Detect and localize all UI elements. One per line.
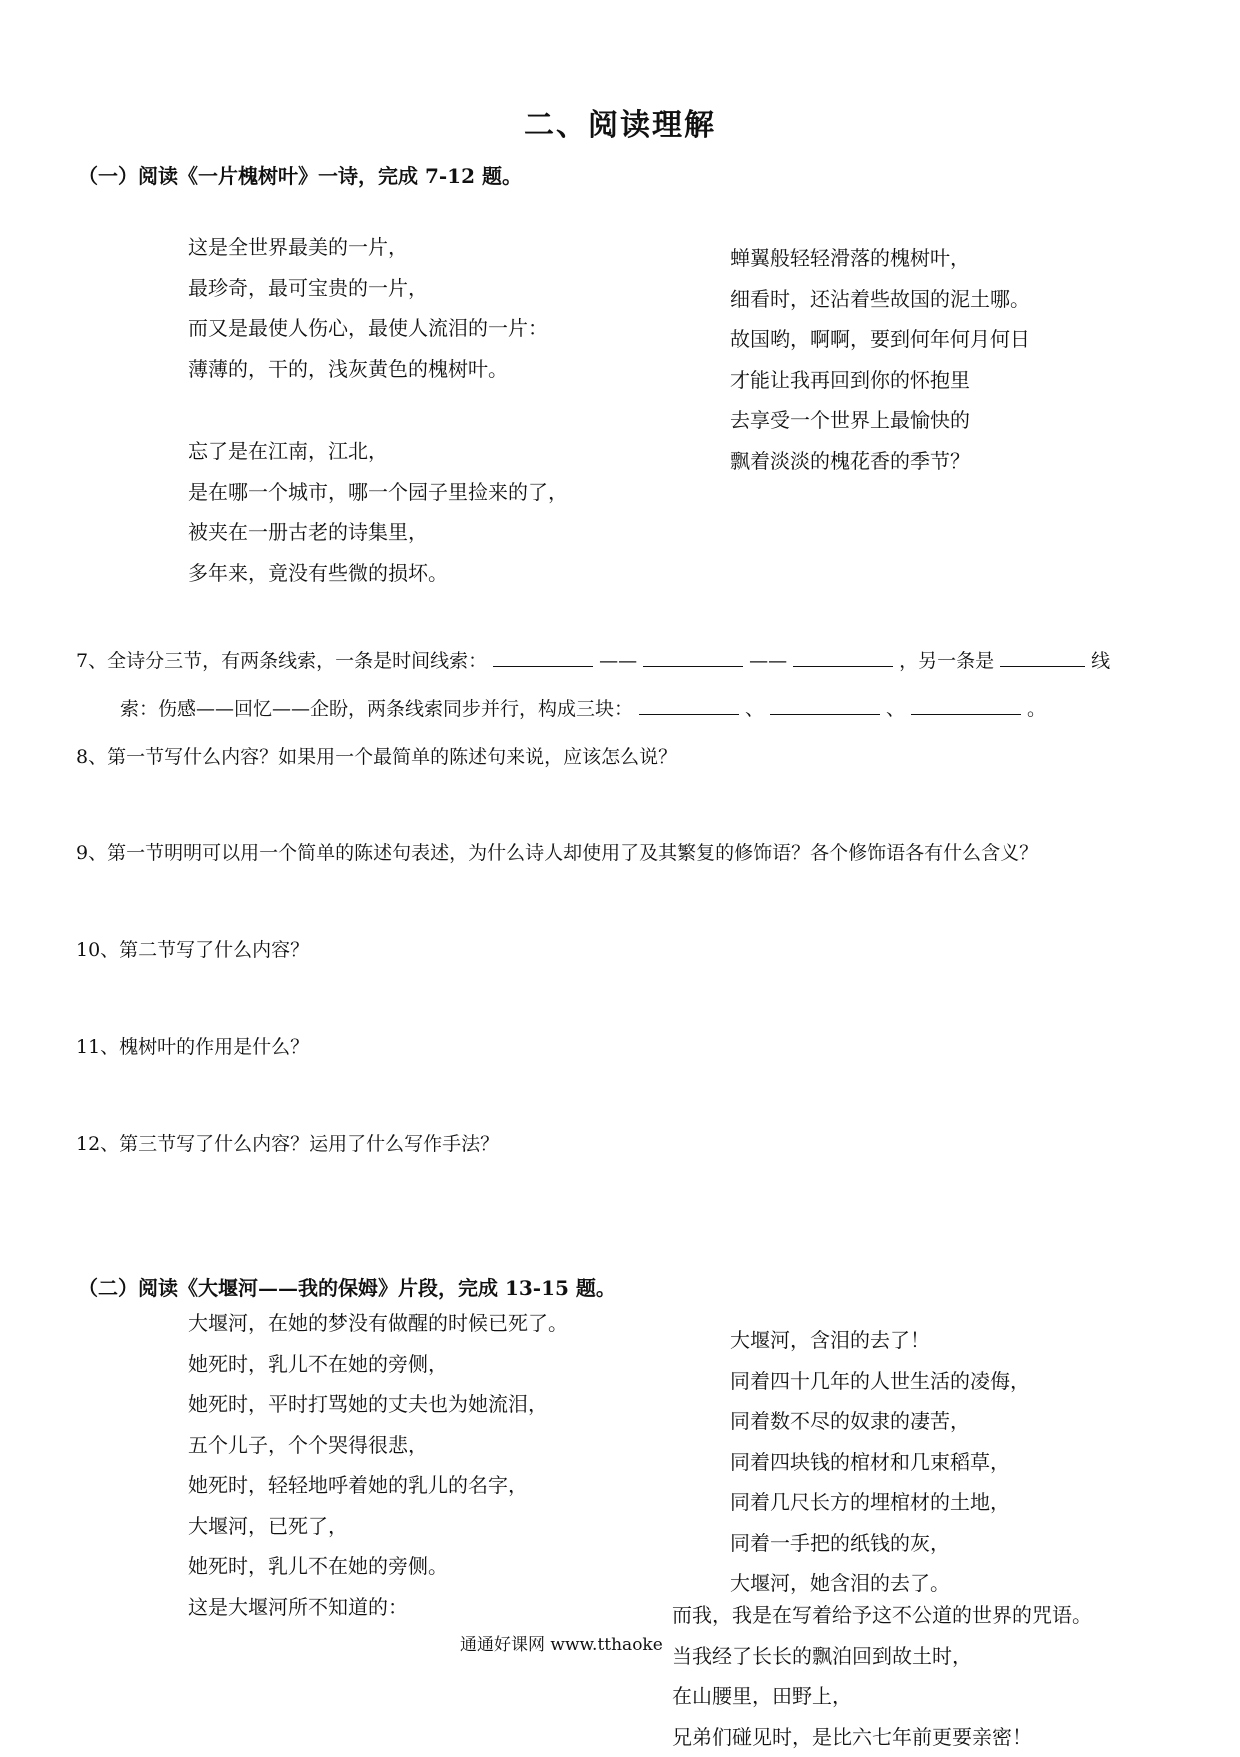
question-8: 8、第一节写什么内容？如果用一个最简单的陈述句来说，应该怎么说？ [76,742,677,769]
question-7-line-1: 7、全诗分三节，有两条线索，一条是时间线索： —— —— ，另一条是 线 [76,646,1110,673]
question-12: 12、第三节写了什么内容？运用了什么写作手法？ [76,1129,499,1156]
poem-line: 同着几尺长方的埋棺材的土地， [730,1482,1030,1523]
page-title: 二、阅读理解 [0,100,1240,144]
question-11: 11、槐树叶的作用是什么？ [76,1032,309,1059]
poem-stanza-2 [188,431,568,593]
poem-line: 最珍奇，最可宝贵的一片， [188,268,548,309]
answer-blank[interactable] [639,696,739,715]
page-footer: 通通好课网 www.tthaoke [460,1630,663,1655]
answer-blank[interactable] [793,648,893,667]
poem-line: 才能让我再回到你的怀抱里 [730,360,1030,401]
poem-right-column [730,1320,1030,1604]
poem-left-column [188,1303,568,1627]
answer-blank[interactable] [770,696,880,715]
poem-line: 去享受一个世界上最愉快的 [730,400,1030,441]
poem-line: 同着数不尽的奴隶的凄苦， [730,1401,1030,1442]
question-7-line-2: 索：伤感——回忆——企盼，两条线索同步并行，构成三块： 、 、 。 [120,694,1046,721]
section-heading-1: （一）阅读《一片槐树叶》一诗，完成 7-12 题。 [78,160,522,189]
poem-line: 故国哟，啊啊，要到何年何月何日 [730,319,1030,360]
poem-line: 大堰河，她含泪的去了。 [730,1563,1030,1604]
poem-line: 她死时，轻轻地呼着她的乳儿的名字， [188,1465,568,1506]
poem-line: 大堰河，已死了， [188,1506,568,1547]
poem-line: 她死时，乳儿不在她的旁侧， [188,1344,568,1385]
answer-blank[interactable] [493,648,593,667]
question-9: 9、第一节明明可以用一个简单的陈述句表述，为什么诗人却使用了及其繁复的修饰语？各个修饰语各有什么含义？ [76,838,1038,865]
poem-line: 兄弟们碰见时，是比六七年前更要亲密！ [672,1717,1092,1757]
poem-line: 多年来，竟没有些微的损坏。 [188,553,568,594]
poem-line: 大堰河，含泪的去了！ [730,1320,1030,1361]
poem-line: 这是大堰河所不知道的： [188,1587,568,1628]
poem-line: 这是全世界最美的一片， [188,227,548,268]
answer-blank[interactable] [911,696,1021,715]
poem-line: 在山腰里，田野上， [672,1676,1092,1717]
poem-line: 同着四十几年的人世生活的凌侮， [730,1361,1030,1402]
poem-line: 她死时，乳儿不在她的旁侧。 [188,1546,568,1587]
poem-line: 是在哪一个城市，哪一个园子里捡来的了， [188,472,568,513]
section-heading-2: （二）阅读《大堰河——我的保姆》片段，完成 13-15 题。 [78,1272,616,1301]
answer-blank[interactable] [643,648,743,667]
poem-line: 同着四块钱的棺材和几束稻草， [730,1442,1030,1483]
poem-stanza-3 [730,238,1030,481]
poem-line: 同着一手把的纸钱的灰， [730,1523,1030,1564]
poem-line: 而又是最使人伤心，最使人流泪的一片： [188,308,548,349]
poem-stanza-1 [188,227,548,389]
poem-line: 当我经了长长的飘泊回到故土时， [672,1636,1092,1677]
poem-line: 忘了是在江南，江北， [188,431,568,472]
poem-line: 飘着淡淡的槐花香的季节？ [730,441,1030,482]
poem-line: 五个儿子，个个哭得很悲， [188,1425,568,1466]
poem-line: 细看时，还沾着些故国的泥土哪。 [730,279,1030,320]
poem-bottom-column [672,1595,1092,1757]
poem-line: 而我，我是在写着给予这不公道的世界的咒语。 [672,1595,1092,1636]
poem-line: 薄薄的，干的，浅灰黄色的槐树叶。 [188,349,548,390]
poem-line: 被夹在一册古老的诗集里， [188,512,568,553]
poem-line: 蝉翼般轻轻滑落的槐树叶， [730,238,1030,279]
question-10: 10、第二节写了什么内容？ [76,935,309,962]
poem-line: 大堰河，在她的梦没有做醒的时候已死了。 [188,1303,568,1344]
answer-blank[interactable] [1000,648,1085,667]
poem-line: 她死时，平时打骂她的丈夫也为她流泪， [188,1384,568,1425]
